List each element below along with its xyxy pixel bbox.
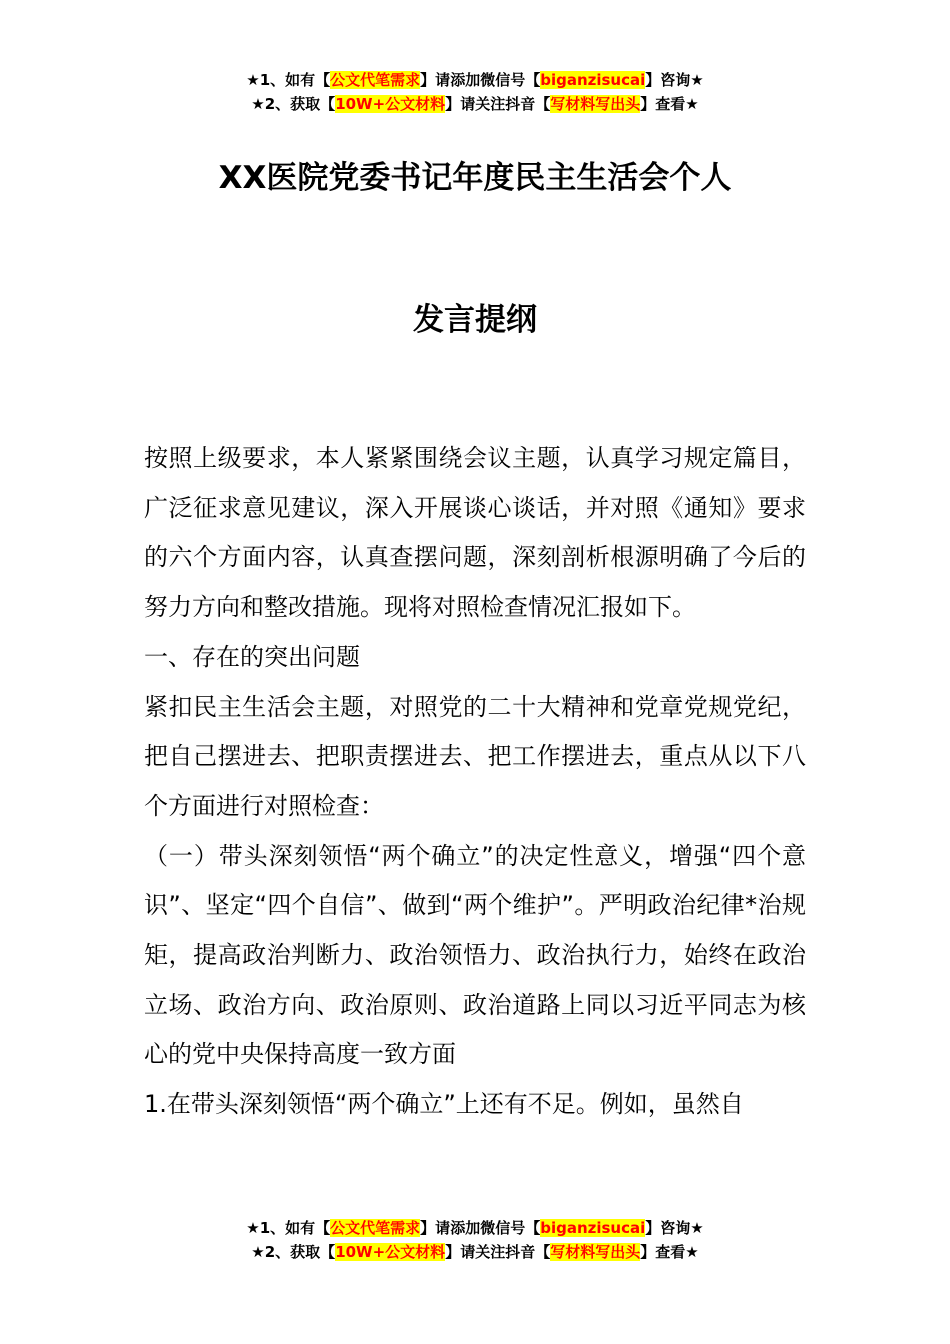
banner-text: 微信号【 <box>480 1219 541 1237</box>
banner-text: 】请 <box>445 95 476 113</box>
highlight-text: biganzisucai <box>540 71 646 89</box>
banner-strong-text: 添加 <box>450 71 481 89</box>
banner-text: 】咨询★ <box>645 71 704 89</box>
banner-line-2 <box>0 92 950 116</box>
banner-text: ★1、如有【 <box>246 1219 331 1237</box>
highlight-text: 公文代笔需求 <box>330 71 421 89</box>
banner-text: 抖音【 <box>505 1243 551 1261</box>
highlight-text: 公文代笔需求 <box>330 1219 421 1237</box>
document-title-line-1: XX医院党委书记年度民主生活会个人 <box>218 160 732 196</box>
highlight-text: biganzisucai <box>540 1219 646 1237</box>
banner-text: ★2、获取【 <box>251 1243 336 1261</box>
banner-strong-text: 关注 <box>475 1243 506 1261</box>
section-heading: 一、存在的突出问题 <box>144 642 360 671</box>
banner-text: ★1、如有【 <box>246 71 331 89</box>
banner-line-1 <box>0 1216 950 1240</box>
banner-text: 】请 <box>420 71 451 89</box>
document-title-line-2: 发言提纲 <box>413 302 537 338</box>
highlight-text: 10W+公文材料 <box>335 95 446 113</box>
document-body <box>144 434 806 1130</box>
header-banner <box>0 68 950 116</box>
banner-text: ★2、获取【 <box>251 95 336 113</box>
banner-text: 】请 <box>420 1219 451 1237</box>
banner-line-1 <box>0 68 950 92</box>
banner-text: 】请 <box>445 1243 476 1261</box>
banner-text: 】查看★ <box>640 1243 699 1261</box>
item-paragraph: 1.在带头深刻领悟“两个确立”上还有不足。例如，虽然自 <box>144 1090 744 1119</box>
highlight-text: 10W+公文材料 <box>335 1243 446 1261</box>
banner-strong-text: 添加 <box>450 1219 481 1237</box>
banner-text: 】查看★ <box>640 95 699 113</box>
banner-line-2 <box>0 1240 950 1264</box>
banner-strong-text: 关注 <box>475 95 506 113</box>
banner-text: 抖音【 <box>505 95 551 113</box>
subsection-paragraph: （一）带头深刻领悟“两个确立”的决定性意义，增强“四个意识”、坚定“四个自信”、做到“两个维护”。严明政治纪律*治规矩，提高政治判断力、政治领悟力、政治执行力，始终在政治立场、政治方向、政治原则、政治道路上同以习近平同志为核心的党中央保持高度一致方面 <box>144 841 806 1069</box>
context-paragraph: 紧扣民主生活会主题，对照党的二十大精神和党章党规党纪，把自己摆进去、把职责摆进去、把工作摆进去，重点从以下八个方面进行对照检查： <box>144 692 806 820</box>
highlight-text: 写材料写出头 <box>550 95 641 113</box>
banner-text: 】咨询★ <box>645 1219 704 1237</box>
highlight-text: 写材料写出头 <box>550 1243 641 1261</box>
footer-banner <box>0 1216 950 1264</box>
banner-text: 微信号【 <box>480 71 541 89</box>
intro-paragraph: 按照上级要求，本人紧紧围绕会议主题，认真学习规定篇目，广泛征求意见建议，深入开展谈心谈话，并对照《通知》要求的六个方面内容，认真查摆问题，深刻剖析根源明确了今后的努力方向和整改措施。现将对照检查情况汇报如下。 <box>144 444 806 622</box>
